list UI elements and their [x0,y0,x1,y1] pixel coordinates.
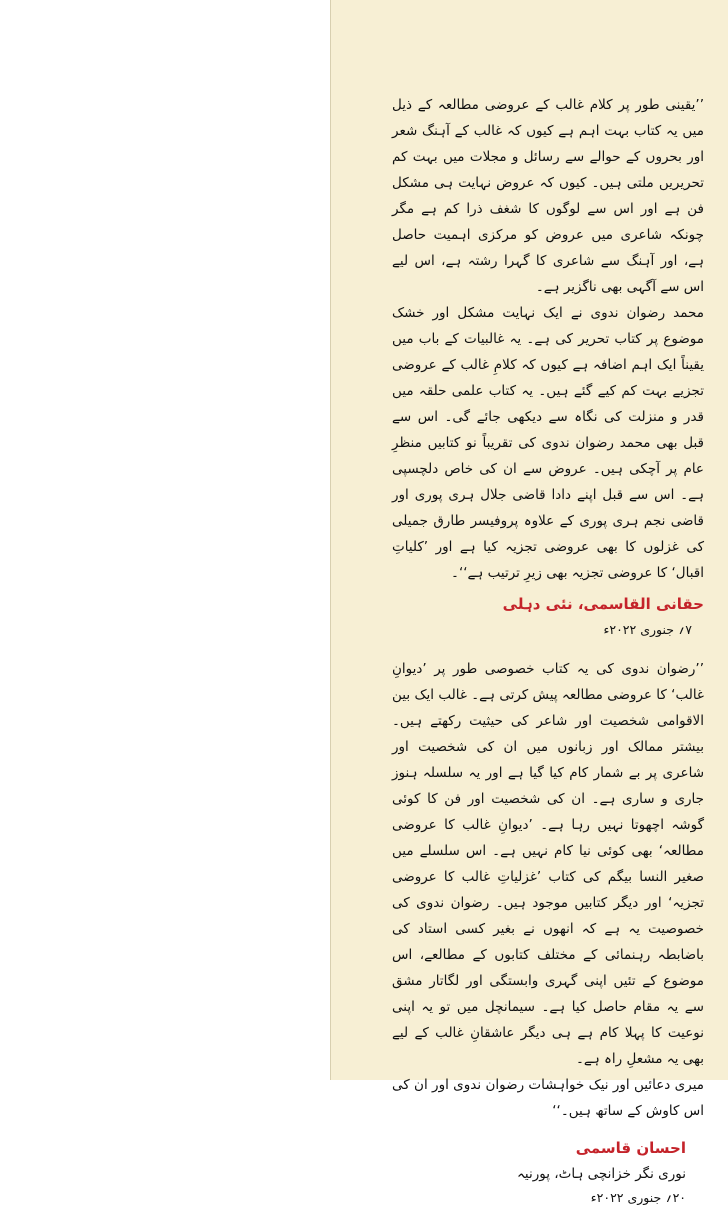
review-1-signature [392,590,704,642]
review-2-paragraph-1: ’’رضوان ندوی کی یہ کتاب خصوصی طور پر ’دیوانِ غالب‘ کا عروضی مطالعہ پیش کرتی ہے۔ غالب ایک بین الاقوامی شخصیت اور شاعر کی حیثیت رکھتے ہیں۔ بیشتر ممالک اور زبانوں میں ان کی شخصیت اور شاعری پر بے شمار کام کیا گیا ہے اور یہ سلسلہ ہنوز جاری و ساری ہے۔ ان کی شخصیت اور فن کا کوئی گوشہ اچھوتا نہیں رہا ہے۔ ’دیوانِ غالب کا عروضی مطالعہ‘ بھی کوئی نیا کام نہیں ہے۔ اس سلسلے میں صغیر النسا بیگم کی کتاب ’غزلیاتِ غالب کا عروضی تجزیہ‘ اور دیگر کتابیں موجود ہیں۔ رضوان ندوی کی خصوصیت یہ ہے کہ انھوں نے بغیر کسی استاد کی باضابطہ رہنمائی کے مختلف کتابوں کے مطالعے، اس موضوع کے تئیں اپنی گہری وابستگی اور لگاتار مشق سے یہ مقام حاصل کیا ہے۔ سیمانچل میں تو یہ اپنی نوعیت کا پہلا کام ہے ہی دیگر عاشقانِ غالب کے لیے بھی یہ مشعلِ راہ ہے۔ [392,661,704,1067]
page-content [392,92,704,1210]
review-block-1 [392,92,704,642]
review-block-2 [392,656,704,1210]
review-2-author-name: احسان قاسمی [575,1139,686,1157]
review-2-author-place: نوری نگر خزانچی ہاٹ، پورنیہ [517,1166,686,1182]
review-1-author-name: حقانی القاسمی، نئی دہلی [502,595,704,613]
left-blank-page [0,0,330,1080]
review-2-date: ۲۰؍ جنوری ۲۰۲۲ء [590,1190,686,1205]
review-1-date: ۷؍ جنوری ۲۰۲۲ء [603,622,692,637]
review-1-paragraph-1: ’’یقینی طور پر کلام غالب کے عروضی مطالعہ کے ذیل میں یہ کتاب بہت اہم ہے کیوں کہ غالب کے آہنگ شعر اور بحروں کے حوالے سے رسائل و مجلات میں بہت کم تحریریں ملتی ہیں۔ کیوں کہ عروض نہایت ہی مشکل فن ہے اور اس سے لوگوں کا شغف ذرا کم ہے مگر چونکہ شاعری میں عروض کو مرکزی اہمیت حاصل ہے، اور آہنگ سے شاعری کا گہرا رشتہ ہے، اس لیے اس سے آگہی بھی ناگزیر ہے۔ [392,97,704,295]
review-1-paragraph-2: محمد رضوان ندوی نے ایک نہایت مشکل اور خشک موضوع پر کتاب تحریر کی ہے۔ یہ غالبیات کے باب میں یقیناً ایک اہم اضافہ ہے کیوں کہ کلامِ غالب کے عروضی تجزیے بہت کم کیے گئے ہیں۔ یہ کتاب علمی حلقہ میں قدر و منزلت کی نگاہ سے دیکھی جائے گی۔ اس سے قبل بھی محمد رضوان ندوی کی تقریباً نو کتابیں منظرِ عام پر آچکی ہیں۔ عروض سے ان کی خاص دلچسپی ہے۔ اس سے قبل اپنے دادا قاضی جلال ہری پوری اور قاضی نجم ہری پوری کے علاوہ پروفیسر طارق جمیلی کی غزلوں کا بھی عروضی تجزیہ کیا ہے اور ’کلیاتِ اقبال‘ کا عروضی تجزیہ بھی زیرِ ترتیب ہے‘‘۔ [392,305,704,581]
review-2-paragraph-2: میری دعائیں اور نیک خواہشات رضوان ندوی اور ان کی اس کاوش کے ساتھ ہیں۔‘‘ [392,1077,704,1119]
review-2-signature [392,1134,704,1210]
